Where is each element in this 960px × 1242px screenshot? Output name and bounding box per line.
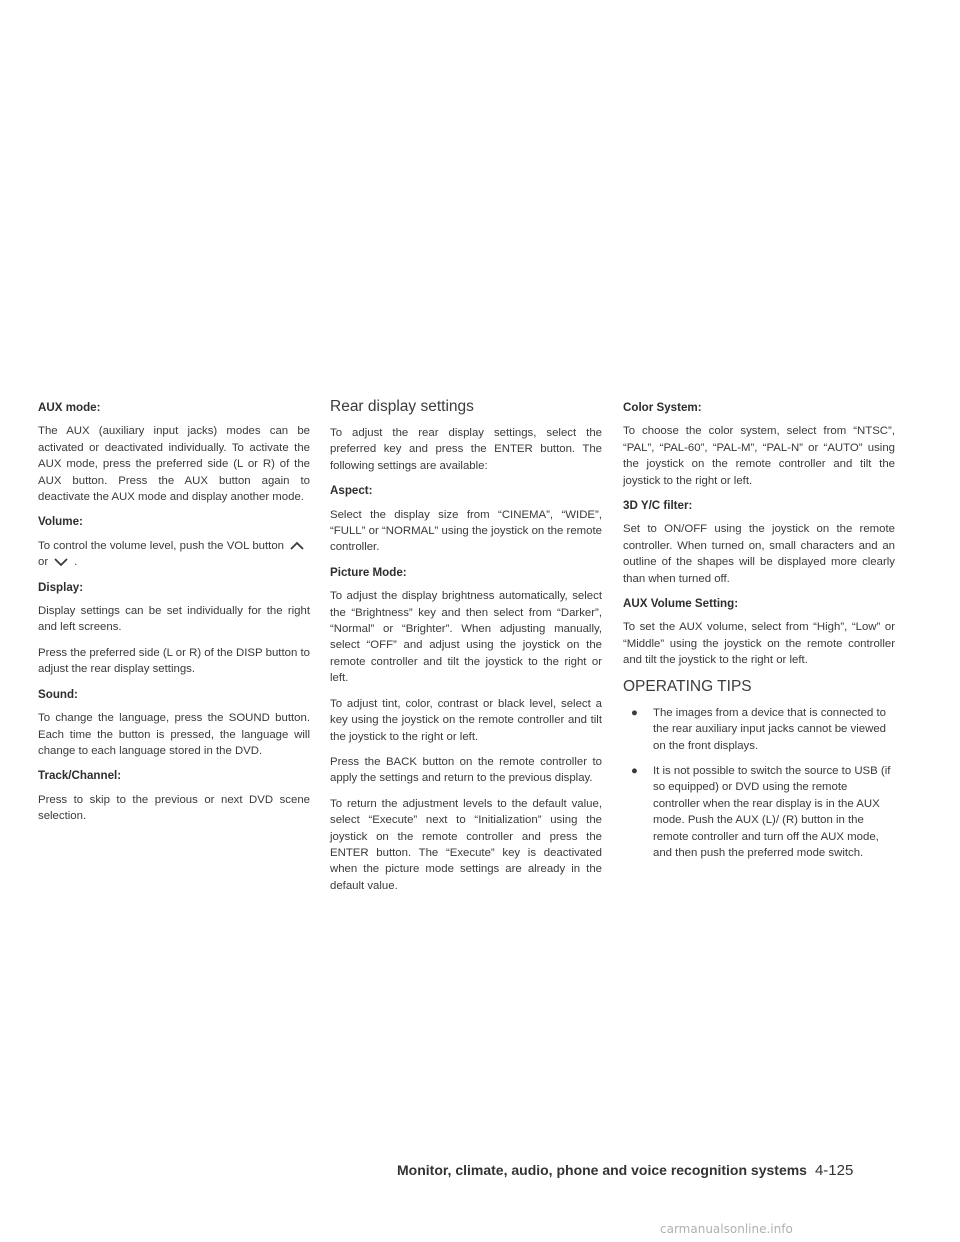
display-heading: Display: <box>38 580 84 594</box>
display-text-1: Display settings can be set individually for the right and left screens. <box>38 605 310 634</box>
filter-text: Set to ON/OFF using the joystick on the remote controller. When turned on, small characters and an outline of the shapes will be displayed more clearly than when turned off. <box>623 523 895 585</box>
bullet-icon: ● <box>631 706 638 719</box>
display-text-2: Press the preferred side (L or R) of the DISP button to adjust the rear display settings. <box>38 646 310 676</box>
aux-mode-heading: AUX mode: <box>38 401 101 414</box>
rear-display-intro: To adjust the rear display settings, select the preferred key and press the ENTER button. The following settings are available: <box>330 427 602 472</box>
operating-tips-list <box>623 705 895 862</box>
chevron-down-icon <box>52 557 70 567</box>
rear-display-section-title: Rear display settings <box>330 398 474 415</box>
aux-volume-text: To set the AUX volume, select from “High”, “Low” or “Middle” using the joystick on the remote controller and tilt the joystick to the right or left. <box>623 621 895 667</box>
list-item <box>623 705 895 754</box>
color-system-text: To choose the color system, select from “NTSC”, “PAL”, “PAL-60”, “PAL-M”, “PAL-N” or “AUTO” using the joystick on the remote controller and tilt the joystick to the right or left. <box>623 425 895 487</box>
picture-mode-text-2: To adjust tint, color, contrast or black level, select a key using the joystick on the remote controller and tilt the joystick to the right or left. <box>330 697 602 743</box>
aux-mode-text: The AUX (auxiliary input jacks) modes can be activated or deactivated individually. To activate the AUX mode, press the preferred side (L or R) of the AUX button. Press the AUX button again to deactivate the AUX mode and display another mode. <box>38 425 310 504</box>
operating-tips-title: OPERATING TIPS <box>623 677 752 695</box>
picture-mode-heading: Picture Mode: <box>330 565 407 579</box>
column-left <box>38 400 310 834</box>
bullet-icon: ● <box>631 764 638 777</box>
volume-or: or <box>38 556 49 569</box>
tip-text-2: It is not possible to switch the source to USB (if so equipped) or DVD using the remote controller when the rear display is in the AUX mode. Push the AUX (L)/ (R) button in the remote controller and turn off the AUX mode, and then push the preferred mode switch. <box>653 764 891 859</box>
track-heading: Track/Channel: <box>38 769 122 783</box>
picture-mode-text-1: To adjust the display brightness automatically, select the “Brightness” key and then select from “Darker”, “Normal” or “Brighter”. When adjusting manually, select “OFF” and adjust using the joystick on the remote controller and tilt the joystick to the right or left. <box>330 590 602 685</box>
picture-mode-text-4: To return the adjustment levels to the default value, select “Execute” next to “Initialization” using the joystick on the remote controller and press the ENTER button. The “Execute” key is deactivated when the picture mode settings are already in the default value. <box>330 797 602 892</box>
sound-text: To change the language, press the SOUND button. Each time the button is pressed, the language will change to each language stored in the DVD. <box>38 712 310 757</box>
volume-heading: Volume: <box>38 515 83 529</box>
column-middle <box>330 398 602 903</box>
aspect-heading: Aspect: <box>330 484 373 498</box>
watermark: carmanualsonline.info <box>660 1222 793 1236</box>
chevron-up-icon <box>288 541 306 551</box>
aspect-text: Select the display size from “CINEMA”, “WIDE”, “FULL” or “NORMAL” using the joystick on the remote controller. <box>330 508 602 554</box>
volume-end: . <box>74 556 78 569</box>
track-text: Press to skip to the previous or next DVD scene selection. <box>38 793 310 823</box>
color-system-heading: Color System: <box>623 401 702 414</box>
sound-heading: Sound: <box>38 687 78 701</box>
footer-title: Monitor, climate, audio, phone and voice recognition systems <box>397 1162 807 1178</box>
volume-text <box>38 538 310 571</box>
list-item <box>623 763 895 861</box>
column-right <box>623 400 895 870</box>
page-number: 4-125 <box>814 1162 854 1179</box>
page-footer <box>397 1162 922 1179</box>
volume-text-start: To control the volume level, push the VOL button <box>38 539 284 552</box>
aux-volume-heading: AUX Volume Setting: <box>623 597 739 611</box>
filter-heading: 3D Y/C filter: <box>623 499 693 513</box>
picture-mode-text-3: Press the BACK button on the remote controller to apply the settings and return to the previous display. <box>330 755 602 785</box>
tip-text-1: The images from a device that is connected to the rear auxiliary input jacks cannot be viewed on the front displays. <box>653 706 887 752</box>
